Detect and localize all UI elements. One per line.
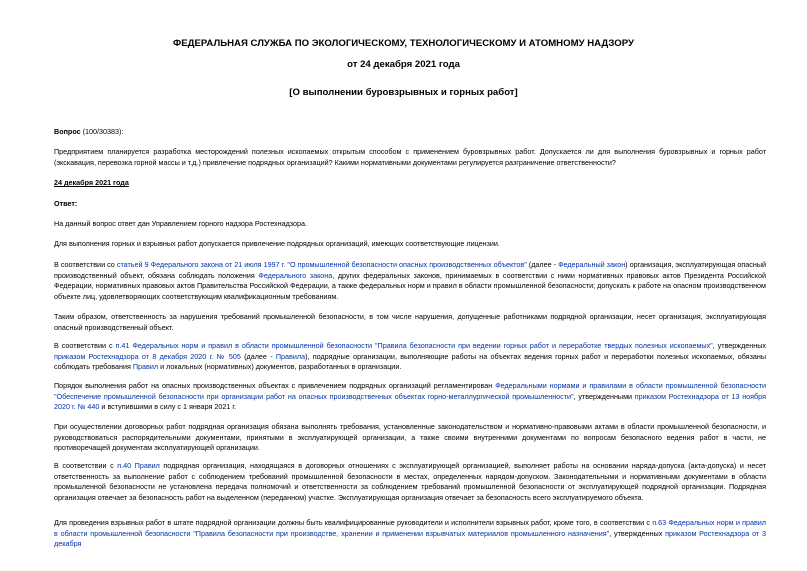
- link-federal-law[interactable]: Федеральный закон: [558, 260, 626, 269]
- answer-date: 24 декабря 2021 года: [54, 178, 129, 187]
- link-rules-2[interactable]: Правил: [132, 362, 159, 372]
- p3-text-3: ) организация, эксплуатирующая опасный производственный объект, обязана соблюдать положения: [54, 260, 767, 280]
- link-order-505[interactable]: приказом Ростехнадзора от 8 декабря 2020 г. № 505: [54, 351, 241, 361]
- link-p40-rules[interactable]: п.40 Правил: [117, 461, 160, 470]
- p3-text-2: (далее -: [526, 260, 559, 269]
- document-subject: [О выполнении буровзрывных и горных работ]: [289, 87, 518, 98]
- p9-text-1: Для проведения взрывных работ в штате подрядной организации должны быть квалифицированные руководители и исполнители взрывных работ, кроме того, в соответствии с: [54, 518, 653, 527]
- p5-text-1: В соответствии с: [54, 341, 116, 350]
- p3-text-4: , других федеральных законов, принимаемых в соответствии с ними нормативных правовых актов Президента Российской Федерации, нормативных правовых актов Правительства Российской Федерации, а также федеральных норм и правил в области промышленной безопасности; допускать к работе на опасном производственном объекте лиц, удовлетворяющих соответствующим квалификационным требованиям.: [54, 270, 766, 301]
- p3-text-1: В соответствии со: [54, 260, 117, 269]
- paragraph-8: [54, 461, 766, 503]
- p5-text-4: ), подрядные организации, выполняющие работы на объектах ведения горных работ и переработки полезных ископаемых, обязаны соблюдать требования: [54, 351, 767, 372]
- link-order-440[interactable]: приказом Ростехнадзора от 13 ноября 2020 г. № 440: [54, 391, 766, 412]
- question-text: Предприятием планируется разработка месторождений полезных ископаемых открытым способом с применением буровзрывных работ. Допускается ли для выполнения буровзрывных и горных работ (экскавация, перевозка горной массы и т.д.) привлечение подрядных организаций? Какими нормативными документами регулируется разграничение ответственности?: [54, 147, 766, 167]
- p8-text-2: подрядная организация, находящаяся в договорных отношениях с эксплуатирующей организацией, выполняет работы на основании наряда-допуска (акта-допуска) и несет ответственность за выполнение работ с соблюдением требований промышленной безопасности в местах, определенных нарядом-допуском. Законодательными и нормативными документами в области промышленной безопасности не установлена передача полномочий и ответственности за соблюдением требований промышленной безопасности от эксплуатирующей подрядной организации. Подрядная организация отвечает за безопасность работ на выделенном (переданном) участке. Эксплуатирующая организация отвечает за безопасность всего эксплуатируемого объекта.: [54, 461, 766, 502]
- link-p63-rules-explosives[interactable]: п.63 Федеральных норм и правил в области промышленной безопасности "Правила безопасности при производстве, хранении и применении взрывчатых материалов промышленного назначения": [54, 518, 766, 538]
- p8-text-1: В соответствии с: [54, 461, 118, 470]
- paragraph-9: [54, 518, 766, 550]
- paragraph-4: Таким образом, ответственность за нарушения требований промышленной безопасности, в том числе нарушения, допущенные работниками подрядной организации, несет организация, эксплуатирующая опасный производственный объект.: [54, 312, 766, 332]
- p5-text-2: , утвержденных: [712, 341, 766, 350]
- paragraph-6: [54, 381, 766, 413]
- link-rules[interactable]: Правила: [275, 351, 306, 361]
- link-p41-rules[interactable]: п.41 Федеральных норм и правил в области промышленной безопасности "Правила безопасности при ведении горных работ и переработке твердых полезных ископаемых": [115, 341, 713, 350]
- link-federal-law-2[interactable]: Федерального закона: [258, 270, 333, 280]
- question-label: Вопрос: [54, 127, 81, 136]
- p5-text-5: и локальных (нормативных) документов, разработанных в организации.: [158, 362, 402, 372]
- document-date: от 24 декабря 2021 года: [347, 59, 460, 70]
- link-federal-norms-mining[interactable]: Федеральными нормами и правилами в области промышленной безопасности "Обеспечение промышленной безопасности при организации работ на опасных производственных объектах горно-металлургической промышленности": [54, 381, 766, 401]
- p6-text-1: Порядок выполнения работ на опасных производственных объектах с привлечением подрядных организаций регламентирован: [54, 381, 496, 390]
- p6-text-3: и вступившими в силу с 1 января 2021 г.: [99, 402, 237, 412]
- agency-title: ФЕДЕРАЛЬНАЯ СЛУЖБА ПО ЭКОЛОГИЧЕСКОМУ, ТЕХНОЛОГИЧЕСКОМУ И АТОМНОМУ НАДЗОРУ: [173, 38, 634, 49]
- question-number: (100/30383):: [80, 127, 124, 136]
- answer-label: Ответ:: [54, 199, 78, 208]
- paragraph-3: [54, 260, 766, 302]
- p9-text-2: , утвержденных: [609, 528, 666, 538]
- paragraph-1: На данный вопрос ответ дан Управлением горного надзора Ростехнадзора.: [54, 219, 307, 228]
- p5-text-3: (далее -: [240, 351, 276, 361]
- question-heading: [54, 127, 766, 138]
- p6-text-2: , утвержденными: [573, 391, 635, 401]
- link-article-9-federal-law[interactable]: статьей 9 Федерального закона от 21 июля 1997 г. "О промышленной безопасности опасных производственных объектов": [116, 260, 527, 269]
- link-order-december-3[interactable]: приказом Ростехнадзора от 3 декабря: [54, 528, 766, 549]
- paragraph-7: При осуществлении договорных работ подрядная организация обязана выполнять требования, установленные законодательством и нормативно-правовыми актами в области промышленной безопасности, и руководствоваться распорядительными документами, принятыми в эксплуатирующей организации, а также своими внутренними документами по вопросам безопасного ведения работ в части, не противоречащей документам эксплуатирующей организации.: [54, 422, 766, 453]
- paragraph-5: [54, 341, 766, 373]
- paragraph-2: Для выполнения горных и взрывных работ допускается привлечение подрядных организаций, имеющих соответствующие лицензии.: [54, 239, 500, 248]
